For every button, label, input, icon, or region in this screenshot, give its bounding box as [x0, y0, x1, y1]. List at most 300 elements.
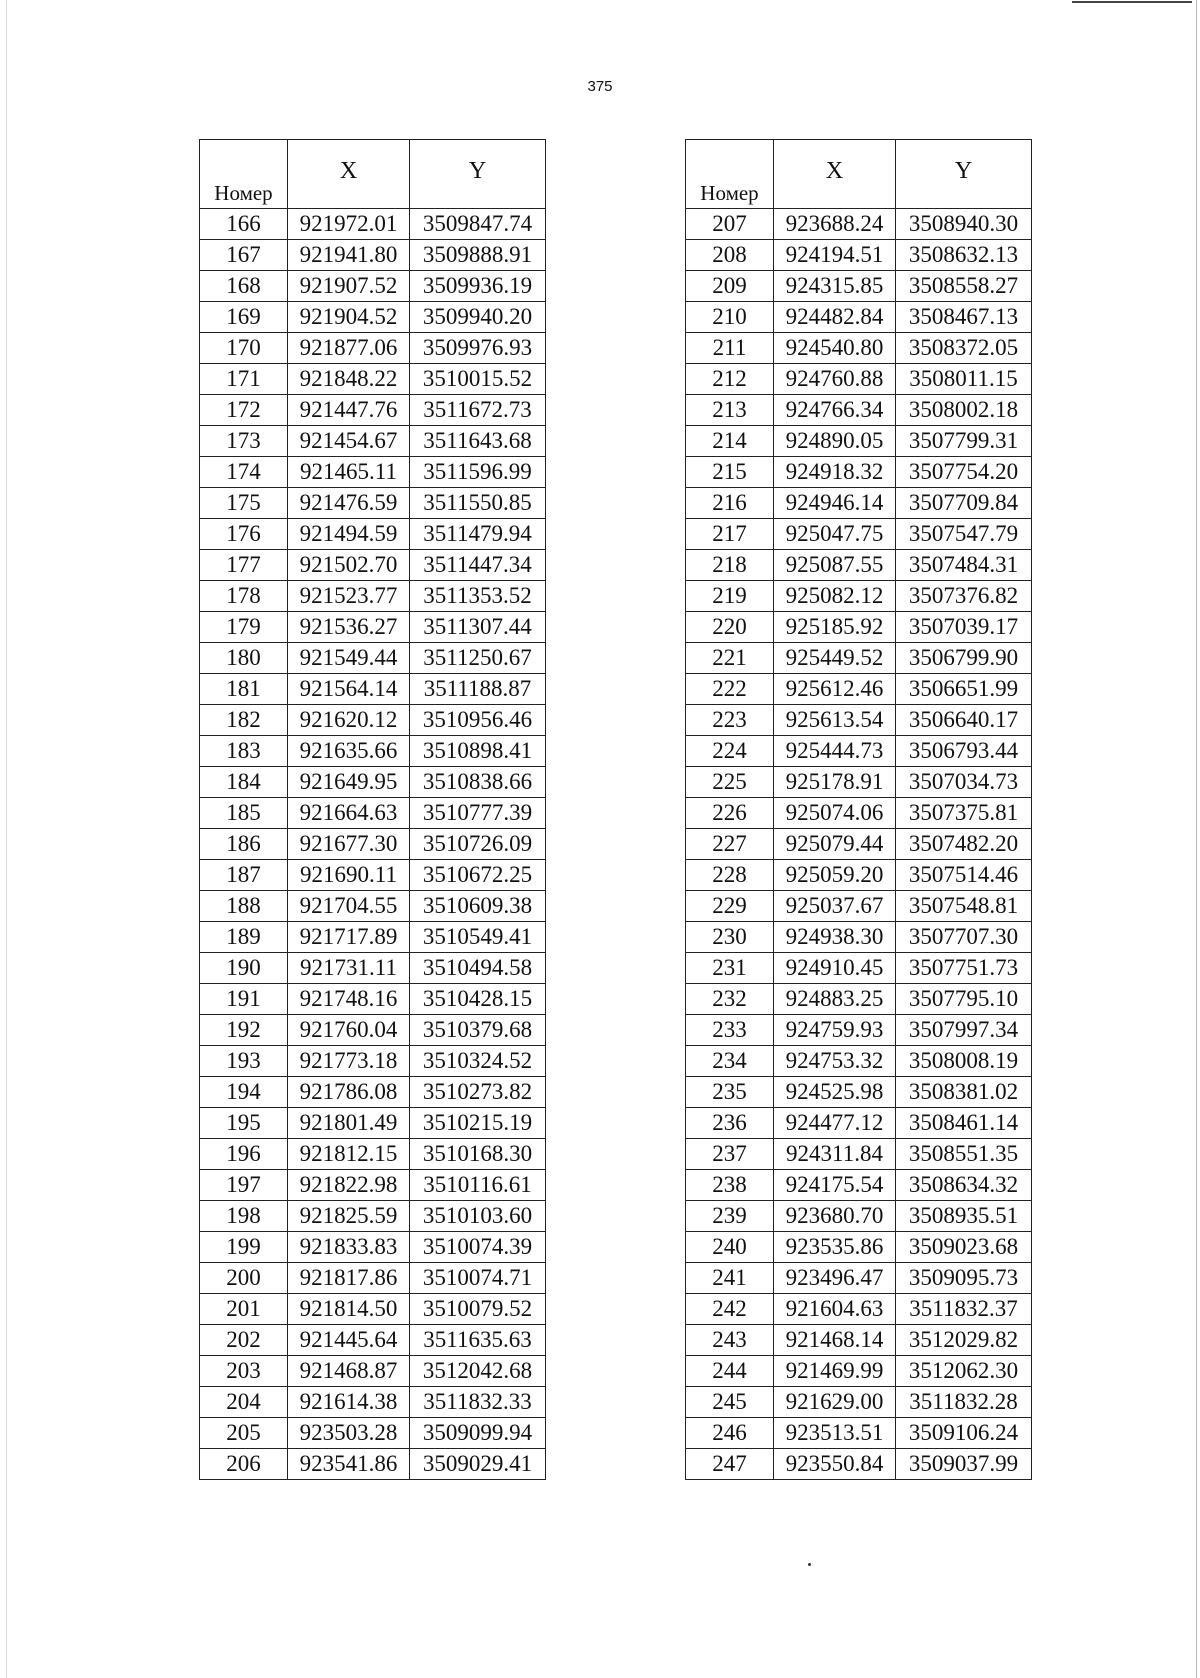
- cell-number: 183: [200, 736, 288, 767]
- cell-y: 3506793.44: [896, 736, 1032, 767]
- cell-number: 194: [200, 1077, 288, 1108]
- cell-number: 225: [686, 767, 774, 798]
- cell-x: 924477.12: [774, 1108, 896, 1139]
- table-row: [200, 1387, 546, 1418]
- cell-number: 226: [686, 798, 774, 829]
- table-row: [686, 302, 1032, 333]
- scan-edge-left: [6, 0, 7, 1678]
- cell-number: 216: [686, 488, 774, 519]
- cell-x: 921812.15: [288, 1139, 410, 1170]
- cell-x: 924938.30: [774, 922, 896, 953]
- table-row: [686, 674, 1032, 705]
- cell-x: 925047.75: [774, 519, 896, 550]
- cell-y: 3507547.79: [896, 519, 1032, 550]
- cell-x: 925079.44: [774, 829, 896, 860]
- cell-y: 3510116.61: [410, 1170, 546, 1201]
- cell-number: 220: [686, 612, 774, 643]
- table-row: [200, 302, 546, 333]
- cell-y: 3510015.52: [410, 364, 546, 395]
- table-row: [686, 1077, 1032, 1108]
- cell-y: 3507484.31: [896, 550, 1032, 581]
- cell-number: 188: [200, 891, 288, 922]
- table-row: [686, 519, 1032, 550]
- cell-x: 923550.84: [774, 1449, 896, 1480]
- cell-x: 924946.14: [774, 488, 896, 519]
- cell-number: 178: [200, 581, 288, 612]
- table-row: [686, 1294, 1032, 1325]
- header-number: Номер: [200, 140, 288, 209]
- table-row: [200, 643, 546, 674]
- cell-number: 171: [200, 364, 288, 395]
- cell-y: 3508008.19: [896, 1046, 1032, 1077]
- table-row: [200, 953, 546, 984]
- table-row: [200, 271, 546, 302]
- cell-y: 3511307.44: [410, 612, 546, 643]
- table-row: [686, 550, 1032, 581]
- cell-number: 218: [686, 550, 774, 581]
- cell-x: 925185.92: [774, 612, 896, 643]
- table-row: [200, 209, 546, 240]
- table-row: [686, 612, 1032, 643]
- table-body-left: [200, 209, 546, 1480]
- cell-x: 921972.01: [288, 209, 410, 240]
- table-row: [686, 457, 1032, 488]
- table-row: [200, 829, 546, 860]
- cell-x: 921717.89: [288, 922, 410, 953]
- table-row: [686, 240, 1032, 271]
- cell-y: 3510726.09: [410, 829, 546, 860]
- cell-number: 213: [686, 395, 774, 426]
- cell-y: 3508632.13: [896, 240, 1032, 271]
- table-row: [200, 395, 546, 426]
- cell-y: 3508940.30: [896, 209, 1032, 240]
- cell-x: 921447.76: [288, 395, 410, 426]
- cell-number: 204: [200, 1387, 288, 1418]
- cell-x: 921502.70: [288, 550, 410, 581]
- cell-number: 238: [686, 1170, 774, 1201]
- table-row: [200, 519, 546, 550]
- cell-y: 3507375.81: [896, 798, 1032, 829]
- table-row: [686, 364, 1032, 395]
- table-row: [200, 1263, 546, 1294]
- cell-y: 3510273.82: [410, 1077, 546, 1108]
- cell-number: 187: [200, 860, 288, 891]
- cell-x: 921690.11: [288, 860, 410, 891]
- table-row: [686, 333, 1032, 364]
- cell-y: 3509095.73: [896, 1263, 1032, 1294]
- cell-y: 3509847.74: [410, 209, 546, 240]
- cell-number: 185: [200, 798, 288, 829]
- header-y: Y: [896, 140, 1032, 209]
- cell-y: 3507754.20: [896, 457, 1032, 488]
- cell-number: 232: [686, 984, 774, 1015]
- cell-y: 3509936.19: [410, 271, 546, 302]
- cell-x: 921941.80: [288, 240, 410, 271]
- table-row: [686, 767, 1032, 798]
- cell-number: 240: [686, 1232, 774, 1263]
- table-row: [200, 891, 546, 922]
- table-row: [200, 1170, 546, 1201]
- cell-number: 196: [200, 1139, 288, 1170]
- table-row: [686, 984, 1032, 1015]
- cell-x: 921465.11: [288, 457, 410, 488]
- cell-x: 921848.22: [288, 364, 410, 395]
- table-header-row: [200, 140, 546, 209]
- cell-x: 921445.64: [288, 1325, 410, 1356]
- cell-number: 235: [686, 1077, 774, 1108]
- table-row: [200, 860, 546, 891]
- cell-number: 169: [200, 302, 288, 333]
- cell-y: 3507376.82: [896, 581, 1032, 612]
- cell-y: 3507482.20: [896, 829, 1032, 860]
- cell-number: 221: [686, 643, 774, 674]
- table-row: [200, 922, 546, 953]
- cell-x: 925082.12: [774, 581, 896, 612]
- table-row: [200, 736, 546, 767]
- cell-x: 921454.67: [288, 426, 410, 457]
- cell-y: 3511643.68: [410, 426, 546, 457]
- table-row: [200, 426, 546, 457]
- cell-number: 245: [686, 1387, 774, 1418]
- cell-y: 3509106.24: [896, 1418, 1032, 1449]
- cell-number: 206: [200, 1449, 288, 1480]
- table-row: [200, 767, 546, 798]
- cell-x: 921536.27: [288, 612, 410, 643]
- cell-y: 3510672.25: [410, 860, 546, 891]
- cell-number: 201: [200, 1294, 288, 1325]
- cell-number: 230: [686, 922, 774, 953]
- table-row: [686, 860, 1032, 891]
- cell-y: 3509940.20: [410, 302, 546, 333]
- cell-y: 3510324.52: [410, 1046, 546, 1077]
- table-row: [200, 1356, 546, 1387]
- coordinates-table-right: [685, 139, 1032, 1480]
- cell-x: 921629.00: [774, 1387, 896, 1418]
- cell-y: 3507039.17: [896, 612, 1032, 643]
- cell-y: 3507795.10: [896, 984, 1032, 1015]
- cell-y: 3511596.99: [410, 457, 546, 488]
- cell-x: 921649.95: [288, 767, 410, 798]
- cell-x: 925612.46: [774, 674, 896, 705]
- cell-number: 209: [686, 271, 774, 302]
- cell-number: 192: [200, 1015, 288, 1046]
- cell-x: 921907.52: [288, 271, 410, 302]
- cell-number: 246: [686, 1418, 774, 1449]
- cell-x: 921549.44: [288, 643, 410, 674]
- cell-x: 924760.88: [774, 364, 896, 395]
- cell-y: 3507514.46: [896, 860, 1032, 891]
- table-row: [200, 1325, 546, 1356]
- table-row: [200, 1232, 546, 1263]
- cell-y: 3508634.32: [896, 1170, 1032, 1201]
- cell-y: 3506640.17: [896, 705, 1032, 736]
- cell-number: 191: [200, 984, 288, 1015]
- cell-x: 924175.54: [774, 1170, 896, 1201]
- table-row: [686, 1263, 1032, 1294]
- table-row: [686, 1015, 1032, 1046]
- cell-y: 3511188.87: [410, 674, 546, 705]
- cell-x: 924194.51: [774, 240, 896, 271]
- cell-x: 921523.77: [288, 581, 410, 612]
- cell-number: 219: [686, 581, 774, 612]
- cell-y: 3511832.33: [410, 1387, 546, 1418]
- cell-number: 244: [686, 1356, 774, 1387]
- cell-y: 3508002.18: [896, 395, 1032, 426]
- table-row: [686, 1170, 1032, 1201]
- table-row: [200, 984, 546, 1015]
- cell-x: 921825.59: [288, 1201, 410, 1232]
- cell-y: 3510777.39: [410, 798, 546, 829]
- cell-y: 3508935.51: [896, 1201, 1032, 1232]
- cell-x: 921704.55: [288, 891, 410, 922]
- cell-number: 190: [200, 953, 288, 984]
- cell-number: 231: [686, 953, 774, 984]
- cell-x: 925037.67: [774, 891, 896, 922]
- page-number: 375: [587, 78, 613, 95]
- cell-x: 921677.30: [288, 829, 410, 860]
- cell-number: 242: [686, 1294, 774, 1325]
- cell-number: 207: [686, 209, 774, 240]
- cell-y: 3512062.30: [896, 1356, 1032, 1387]
- table-row: [200, 1046, 546, 1077]
- cell-y: 3508551.35: [896, 1139, 1032, 1170]
- cell-number: 198: [200, 1201, 288, 1232]
- cell-number: 180: [200, 643, 288, 674]
- cell-y: 3506651.99: [896, 674, 1032, 705]
- cell-y: 3511479.94: [410, 519, 546, 550]
- table-body-right: [686, 209, 1032, 1480]
- cell-number: 181: [200, 674, 288, 705]
- cell-y: 3510079.52: [410, 1294, 546, 1325]
- cell-x: 925087.55: [774, 550, 896, 581]
- cell-x: 921476.59: [288, 488, 410, 519]
- cell-number: 239: [686, 1201, 774, 1232]
- cell-x: 921801.49: [288, 1108, 410, 1139]
- cell-number: 243: [686, 1325, 774, 1356]
- table-row: [686, 271, 1032, 302]
- table-row: [686, 891, 1032, 922]
- table-row: [686, 1387, 1032, 1418]
- cell-number: 184: [200, 767, 288, 798]
- table-row: [686, 798, 1032, 829]
- table-row: [200, 457, 546, 488]
- cell-y: 3510428.15: [410, 984, 546, 1015]
- cell-y: 3506799.90: [896, 643, 1032, 674]
- coordinates-table-left: [199, 139, 546, 1480]
- cell-x: 923535.86: [774, 1232, 896, 1263]
- cell-x: 924883.25: [774, 984, 896, 1015]
- cell-x: 921748.16: [288, 984, 410, 1015]
- cell-number: 247: [686, 1449, 774, 1480]
- cell-y: 3510494.58: [410, 953, 546, 984]
- table-row: [686, 1108, 1032, 1139]
- cell-y: 3510898.41: [410, 736, 546, 767]
- cell-y: 3507997.34: [896, 1015, 1032, 1046]
- scan-edge-right: [1196, 0, 1197, 1678]
- cell-number: 167: [200, 240, 288, 271]
- cell-x: 923503.28: [288, 1418, 410, 1449]
- table-row: [200, 1449, 546, 1480]
- cell-y: 3509023.68: [896, 1232, 1032, 1263]
- cell-y: 3510074.71: [410, 1263, 546, 1294]
- cell-y: 3508467.13: [896, 302, 1032, 333]
- cell-number: 176: [200, 519, 288, 550]
- cell-y: 3508558.27: [896, 271, 1032, 302]
- cell-x: 924540.80: [774, 333, 896, 364]
- cell-y: 3511832.28: [896, 1387, 1032, 1418]
- cell-x: 924753.32: [774, 1046, 896, 1077]
- table-row: [200, 364, 546, 395]
- cell-y: 3507034.73: [896, 767, 1032, 798]
- cell-x: 921564.14: [288, 674, 410, 705]
- table-row: [686, 736, 1032, 767]
- header-x: X: [288, 140, 410, 209]
- cell-y: 3509029.41: [410, 1449, 546, 1480]
- table-row: [686, 395, 1032, 426]
- cell-number: 173: [200, 426, 288, 457]
- cell-x: 925059.20: [774, 860, 896, 891]
- cell-number: 205: [200, 1418, 288, 1449]
- cell-x: 924910.45: [774, 953, 896, 984]
- cell-x: 923496.47: [774, 1263, 896, 1294]
- cell-y: 3511635.63: [410, 1325, 546, 1356]
- table-row: [686, 1139, 1032, 1170]
- cell-x: 923513.51: [774, 1418, 896, 1449]
- cell-y: 3509888.91: [410, 240, 546, 271]
- cell-number: 193: [200, 1046, 288, 1077]
- cell-x: 921773.18: [288, 1046, 410, 1077]
- cell-number: 210: [686, 302, 774, 333]
- cell-x: 921786.08: [288, 1077, 410, 1108]
- cell-number: 233: [686, 1015, 774, 1046]
- cell-number: 195: [200, 1108, 288, 1139]
- cell-number: 229: [686, 891, 774, 922]
- table-row: [686, 1232, 1032, 1263]
- table-row: [686, 643, 1032, 674]
- cell-x: 923680.70: [774, 1201, 896, 1232]
- cell-y: 3510103.60: [410, 1201, 546, 1232]
- cell-x: 924482.84: [774, 302, 896, 333]
- cell-x: 924311.84: [774, 1139, 896, 1170]
- table-row: [686, 1449, 1032, 1480]
- cell-x: 921760.04: [288, 1015, 410, 1046]
- table-row: [686, 488, 1032, 519]
- stray-mark: [808, 1563, 811, 1566]
- table-row: [200, 1294, 546, 1325]
- cell-y: 3507751.73: [896, 953, 1032, 984]
- cell-number: 234: [686, 1046, 774, 1077]
- cell-x: 924315.85: [774, 271, 896, 302]
- cell-y: 3510956.46: [410, 705, 546, 736]
- cell-y: 3508381.02: [896, 1077, 1032, 1108]
- cell-number: 227: [686, 829, 774, 860]
- cell-y: 3510215.19: [410, 1108, 546, 1139]
- cell-y: 3511250.67: [410, 643, 546, 674]
- cell-number: 203: [200, 1356, 288, 1387]
- cell-number: 241: [686, 1263, 774, 1294]
- table-row: [200, 1418, 546, 1449]
- cell-number: 228: [686, 860, 774, 891]
- header-x: X: [774, 140, 896, 209]
- cell-y: 3508372.05: [896, 333, 1032, 364]
- table-row: [200, 1015, 546, 1046]
- table-row: [200, 674, 546, 705]
- cell-x: 921614.38: [288, 1387, 410, 1418]
- cell-x: 925449.52: [774, 643, 896, 674]
- table-row: [200, 705, 546, 736]
- table-row: [200, 1201, 546, 1232]
- cell-number: 237: [686, 1139, 774, 1170]
- cell-number: 175: [200, 488, 288, 519]
- cell-x: 921731.11: [288, 953, 410, 984]
- cell-y: 3508461.14: [896, 1108, 1032, 1139]
- cell-x: 921877.06: [288, 333, 410, 364]
- table-row: [200, 1077, 546, 1108]
- cell-number: 200: [200, 1263, 288, 1294]
- table-row: [200, 550, 546, 581]
- top-rule: [1072, 1, 1192, 3]
- cell-x: 925444.73: [774, 736, 896, 767]
- cell-x: 921822.98: [288, 1170, 410, 1201]
- cell-number: 186: [200, 829, 288, 860]
- cell-x: 921604.63: [774, 1294, 896, 1325]
- table-row: [686, 581, 1032, 612]
- cell-number: 215: [686, 457, 774, 488]
- table-row: [200, 798, 546, 829]
- cell-y: 3512029.82: [896, 1325, 1032, 1356]
- cell-x: 921904.52: [288, 302, 410, 333]
- cell-y: 3510379.68: [410, 1015, 546, 1046]
- cell-x: 921817.86: [288, 1263, 410, 1294]
- cell-x: 921468.14: [774, 1325, 896, 1356]
- cell-number: 214: [686, 426, 774, 457]
- table-row: [686, 426, 1032, 457]
- cell-number: 189: [200, 922, 288, 953]
- cell-x: 923541.86: [288, 1449, 410, 1480]
- cell-number: 211: [686, 333, 774, 364]
- table-row: [200, 612, 546, 643]
- cell-number: 217: [686, 519, 774, 550]
- table-row: [686, 705, 1032, 736]
- cell-number: 177: [200, 550, 288, 581]
- cell-y: 3512042.68: [410, 1356, 546, 1387]
- cell-y: 3511447.34: [410, 550, 546, 581]
- cell-y: 3510838.66: [410, 767, 546, 798]
- table-row: [200, 581, 546, 612]
- cell-x: 924890.05: [774, 426, 896, 457]
- cell-x: 924759.93: [774, 1015, 896, 1046]
- cell-number: 174: [200, 457, 288, 488]
- cell-x: 925178.91: [774, 767, 896, 798]
- cell-number: 212: [686, 364, 774, 395]
- cell-number: 202: [200, 1325, 288, 1356]
- cell-y: 3507709.84: [896, 488, 1032, 519]
- cell-x: 921494.59: [288, 519, 410, 550]
- cell-number: 236: [686, 1108, 774, 1139]
- cell-x: 924918.32: [774, 457, 896, 488]
- cell-y: 3511353.52: [410, 581, 546, 612]
- cell-y: 3510549.41: [410, 922, 546, 953]
- cell-number: 199: [200, 1232, 288, 1263]
- cell-x: 924766.34: [774, 395, 896, 426]
- cell-number: 166: [200, 209, 288, 240]
- table-row: [200, 333, 546, 364]
- table-row: [686, 1201, 1032, 1232]
- cell-number: 170: [200, 333, 288, 364]
- table-row: [686, 922, 1032, 953]
- cell-y: 3510074.39: [410, 1232, 546, 1263]
- cell-y: 3511832.37: [896, 1294, 1032, 1325]
